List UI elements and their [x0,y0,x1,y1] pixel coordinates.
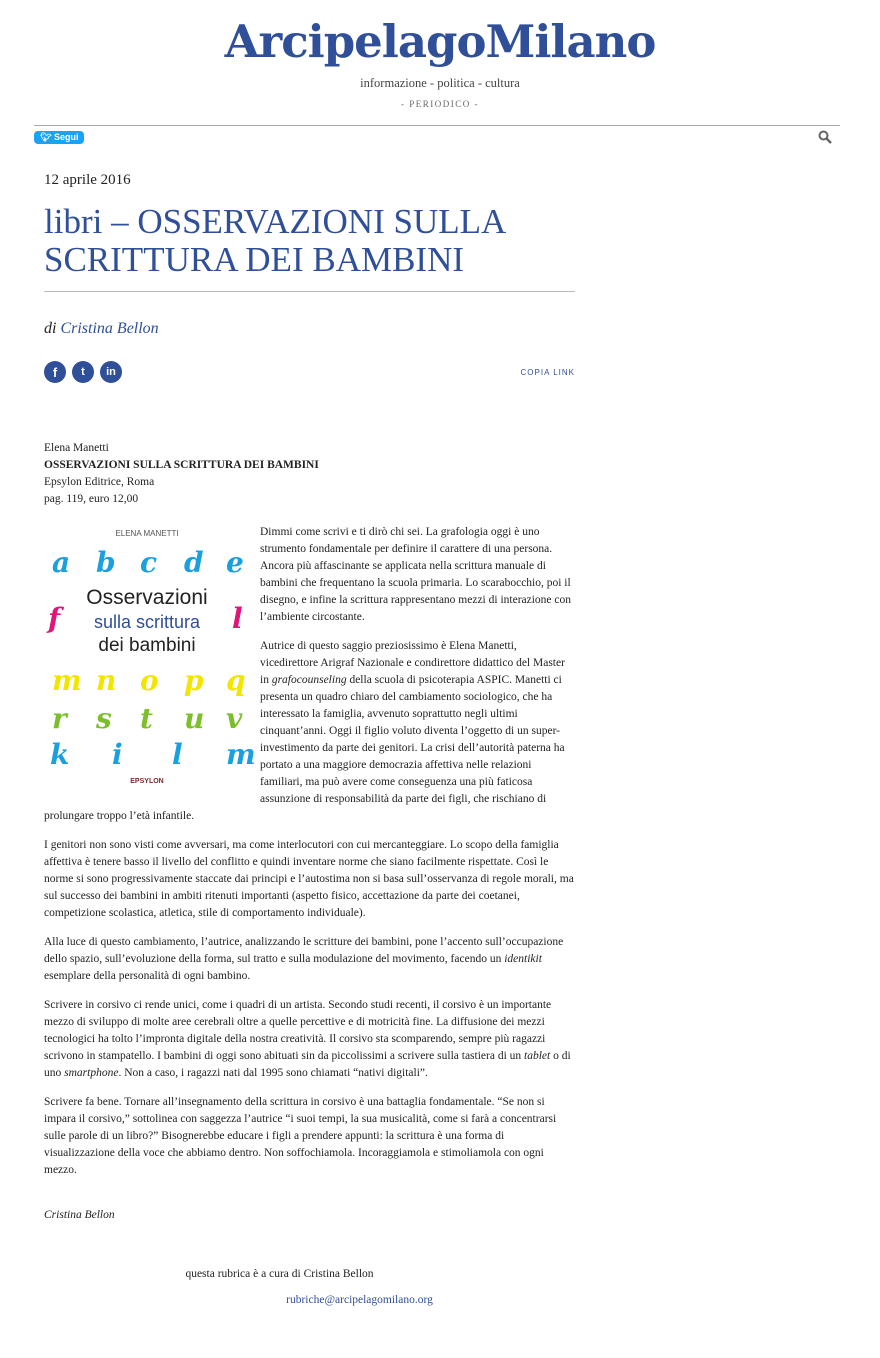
cover-letter: e [226,546,244,579]
article-paragraph [44,997,575,1082]
email-link[interactable]: rubriche@arcipelagomilano.org [286,1294,433,1306]
emphasis-text: grafocounseling [271,674,347,686]
author-link[interactable]: Cristina Bellon [60,320,159,337]
paragraph-text: o di uno [44,1050,571,1079]
cover-publisher: EPSYLON [130,778,164,785]
cover-letter: o [140,664,159,697]
paragraph-text: Scrivere fa bene. Tornare all’insegnamento della scrittura in corsivo è una battaglia fondamentale. “Se non si impara il corsivo,” sottolinea con saggezza l’autrice “i suoi tempi, la sua musicalità, come si farà a concentrarsi sulle parole di un libro?” Bisognerebbe educare i figli a prendere appunti: la scrittura è una forma di visualizzazione della voce che abbiamo dentro. Non soffochiamola. Incoraggiamola e stimoliamola con ogni mezzo. [44,1096,557,1176]
cover-letter: a [52,546,71,579]
rubric-note: questa rubrica è a cura di Cristina Bellon [185,1268,374,1280]
paragraph-text: Alla luce di questo cambiamento, l’autrice, analizzando le scritture dei bambini, pone l’accento sull’occupazione dello spazio, sull’evoluzione della forma, sul tratto e sulla modulazione del movimento, facendo un [44,936,564,965]
cover-letter: m [226,738,256,771]
paragraph-text: Autrice di questo saggio preziosissimo è Elena Manetti, vicedirettore Arigraf Nazionale e condirettore didattico del Master in [260,640,565,686]
paragraph-text: esemplare della personalità di ogni bambino. [44,970,251,982]
paragraph-text: . Non a caso, i ragazzi nati dal 1995 sono chiamati “nativi digitali”. [118,1067,428,1079]
emphasis-text: smartphone [64,1067,119,1079]
linkedin-icon[interactable]: in [100,361,122,383]
cover-letter: q [226,664,246,697]
article-paragraph [44,837,575,922]
byline [44,320,575,338]
emphasis-text: identikit [504,953,542,965]
copy-link-button[interactable]: COPIA LINK [520,367,575,377]
twitter-follow-button[interactable]: 🐦︎ Segui [34,131,84,144]
article-date: 12 aprile 2016 [44,172,131,188]
cover-letter: d [184,546,204,579]
top-bar [34,125,840,148]
cover-letter: f [48,602,61,635]
cover-letter: n [96,664,117,697]
footer [44,1268,575,1306]
article-title: libri – OSSERVAZIONI SULLA SCRITTURA DEI BAMBINI [44,203,575,292]
paragraph-text: della scuola di psicoterapia ASPIC. Manetti ci presenta un quadro chiaro del cambiamento sociologico, che ha interessato la famiglia, avvenuto soprattutto negli ultimi cinquant’anni. Oggi il figlio voluto diventa l’oggetto di un super-investimento da parte dei genitori. La crisi dell’autorità paterna ha portato a una maggiore democrazia affettiva nelle relazioni familiari, ma può avere come conseguenza una più faticosa assunzione di responsabilità da parte dei figli, che rischiano di prolungare troppo l’età infantile. [44,674,565,822]
cover-line-2: sulla scrittura [93,612,201,632]
paragraph-text: Scrivere in corsivo ci rende unici, come i quadri di un artista. Secondo studi recenti, il corsivo è un importante mezzo di sviluppo di molte aree cerebrali oltre a quelle percettive e di motricità fine. La diffusione dei mezzi tecnologici ha tolto l’impronta digitale della nostra creatività. Il corsivo sta scomparendo, sempre più ragazzi scrivono in stampatello. I bambini di oggi sono abituati sin da piccolissimi a scrivere sulla tastiera di un [44,999,552,1062]
site-logo[interactable]: ArcipelagoMilano [224,15,656,68]
signature: Cristina Bellon [44,1209,115,1221]
article-paragraph [44,1094,575,1179]
cover-letter: i [112,738,123,771]
cover-letter: b [96,546,116,579]
cover-letter: p [184,664,204,697]
book-author: Elena Manetti [44,442,109,454]
book-cover-image [44,524,256,789]
site-header [0,0,880,109]
cover-line-1: Osservazioni [86,586,208,609]
search-icon[interactable] [818,130,832,144]
book-details: pag. 119, euro 12,00 [44,493,139,505]
book-cover-art [44,524,256,789]
cover-author: ELENA MANETTI [115,529,179,538]
paragraph-text: I genitori non sono visti come avversari, ma come interlocutori con cui mercanteggiare. Lo scopo della famiglia affettiva è tenere basso il livello del conflitto e quindi inventare norme che siano facilmente rispettate. Così le norme si sono progressivamente staccate dai principi e l’autostima non si basa sull’osservanza di regole morali, ma sul successo dei bambini in ambiti ritenuti importanti (aspetto fisico, accettazione da parte dei coetanei, competizione scolastica, atletica, stile di comportamento individuale). [44,839,574,919]
book-info [44,440,575,508]
article-paragraph [44,934,575,985]
cover-letter: v [226,702,243,735]
follow-label: Segui [53,132,79,142]
byline-prefix: di [44,320,57,337]
cover-letter: r [52,702,67,735]
article-body [44,524,575,1224]
twitter-icon[interactable]: t [72,361,94,383]
cover-letter: c [140,546,158,579]
cover-letter: l [232,602,243,635]
paragraph-text: Dimmi come scrivi e ti dirò chi sei. La grafologia oggi è uno strumento fondamentale per definire il carattere di una persona. Ancora più affascinante se applicata nella scrittura manuale di bambini che frequentano la scuola primaria. Lo scarabocchio, poi il disegno, e infine la scrittura rappresentano mezzi di interazione con l’ambiente circostante. [260,526,572,623]
cover-line-3: dei bambini [98,635,196,656]
tagline: informazione - politica - cultura [360,76,520,90]
share-bar [44,360,575,384]
cover-letter: s [96,702,112,735]
emphasis-text: tablet [524,1050,551,1062]
facebook-icon[interactable]: f [44,361,66,383]
article [44,172,575,1224]
cover-letter: k [50,738,70,771]
cover-letter: t [140,702,153,735]
cover-letter: m [52,664,82,697]
subtitle: - PERIODICO - [401,99,479,109]
cover-letter: u [184,702,205,735]
book-title: OSSERVAZIONI SULLA SCRITTURA DEI BAMBINI [44,459,319,471]
book-publisher: Epsylon Editrice, Roma [44,476,155,488]
cover-letter: l [172,738,183,771]
